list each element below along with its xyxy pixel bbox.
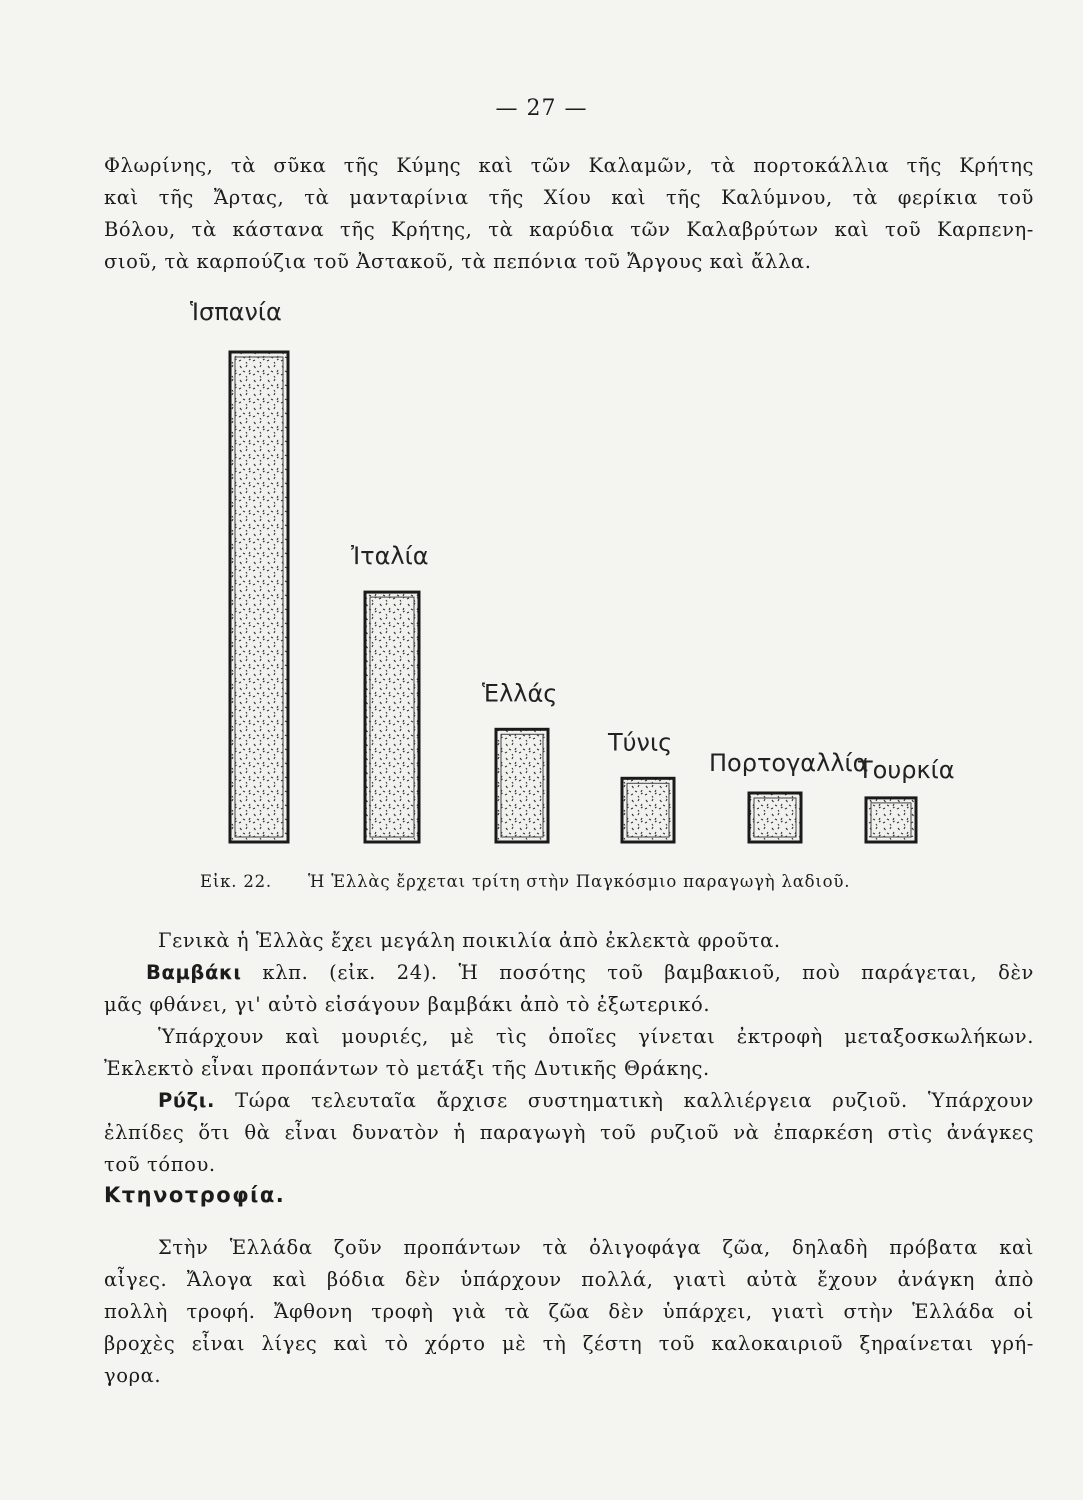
category-label: Ἰταλία: [351, 542, 429, 571]
category-label: Τύνις: [608, 728, 673, 757]
bar-inner-border: [627, 783, 669, 837]
silk-line: Ὑπάρχουν καὶ μουριές, μὲ τὶς ὁποῖες γίνεται ἐκτροφὴ μεταξοσκωλήκων.: [158, 1025, 1034, 1048]
cotton-paragraph: [104, 957, 1034, 1021]
rice-line: [104, 1085, 1034, 1117]
intro-paragraph: [104, 150, 1034, 278]
figure-caption: [200, 872, 980, 891]
category-label: Ἱσπανία: [190, 298, 282, 326]
category-label: Ἑλλάς: [482, 679, 558, 708]
figure-label: Εἰκ. 22.: [200, 872, 272, 891]
silk-paragraph: [104, 1021, 1034, 1085]
bar-inner-border: [370, 597, 414, 837]
bar-4: [622, 778, 674, 842]
intro-line: σιοῦ, τὰ καρπούζια τοῦ Ἀστακοῦ, τὰ πεπόνια τοῦ Ἄργους καὶ ἄλλα.: [104, 250, 812, 273]
category-label: Τουρκία: [858, 755, 955, 784]
bar-5: [749, 793, 801, 842]
page-number: — 27 —: [495, 96, 588, 121]
livestock-line: πολλὴ τροφή. Ἄφθονη τροφὴ γιὰ τὰ ζῶα δὲν ὑπάρχει, γιατὶ στὴν Ἑλλάδα οἱ: [104, 1300, 1034, 1323]
cotton-text: κλπ. (εἰκ. 24). Ἡ ποσότης τοῦ βαμβακιοῦ, ποὺ παράγεται, δὲν: [262, 961, 1034, 984]
rice-line: ἐλπίδες ὅτι θὰ εἶναι δυνατὸν ἡ παραγωγὴ τοῦ ρυζιοῦ νὰ ἐπαρκέση στὶς ἀνάγκες: [104, 1121, 1034, 1144]
intro-line: καὶ τῆς Ἄρτας, τὰ μανταρίνια τῆς Χίου καὶ τῆς Καλύμνου, τὰ φερίκια τοῦ: [104, 186, 1034, 209]
rice-paragraph: [104, 1085, 1034, 1181]
bar-2: [365, 592, 419, 842]
rice-line: τοῦ τόπου.: [104, 1153, 216, 1176]
livestock-line: Στὴν Ἑλλάδα ζοῦν προπάντων τὰ ὀλιγοφάγα ζῶα, δηλαδὴ πρόβατα καὶ: [158, 1236, 1034, 1259]
livestock-line: αἶγες. Ἄλογα καὶ βόδια δὲν ὑπάρχουν πολλά, γιατὶ αὐτὰ ἔχουν ἀνάγκη ἀπὸ: [104, 1268, 1034, 1291]
bar-inner-border: [501, 734, 543, 837]
category-label: Πορτογαλλία: [709, 749, 869, 777]
livestock-line: βροχὲς εἶναι λίγες καὶ τὸ χόρτο μὲ τὴ ζέστη τοῦ καλοκαιριοῦ ξηραίνεται γρή-: [104, 1332, 1034, 1355]
bar-1: [230, 352, 288, 842]
cotton-line: μᾶς φθάνει, γι' αὐτὸ εἰσάγουν βαμβάκι ἀπὸ τὸ ἐξωτερικό.: [104, 993, 711, 1016]
bar-inner-border: [871, 803, 911, 837]
silk-line: Ἐκλεκτὸ εἶναι προπάντων τὸ μετάξι τῆς Δυτικῆς Θράκης.: [104, 1057, 710, 1080]
fruits-line: Γενικὰ ἡ Ἑλλὰς ἔχει μεγάλη ποικιλία ἀπὸ ἐκλεκτὰ φροῦτα.: [158, 929, 781, 952]
intro-line: Βόλου, τὰ κάστανα τῆς Κρήτης, τὰ καρύδια τῶν Καλαβρύτων καὶ τοῦ Καρπενη-: [104, 218, 1034, 241]
livestock-line: γορα.: [104, 1364, 162, 1387]
fruits-paragraph: [104, 925, 1034, 957]
figure-caption-text: Ἡ Ἑλλὰς ἔρχεται τρίτη στὴν Παγκόσμιο παραγωγὴ λαδιοῦ.: [308, 872, 851, 891]
rice-term: Ρύζι.: [158, 1089, 215, 1112]
bar-inner-border: [235, 357, 283, 837]
bar-inner-border: [754, 798, 796, 837]
cotton-term: Βαμβάκι: [146, 961, 242, 984]
bar-3: [496, 729, 548, 842]
livestock-paragraph: [104, 1232, 1034, 1392]
rice-text: Τώρα τελευταῖα ἄρχισε συστηματικὴ καλλιέργεια ρυζιοῦ. Ὑπάρχουν: [235, 1089, 1034, 1112]
bar-6: [866, 798, 916, 842]
section-heading: Κτηνοτροφία.: [104, 1183, 286, 1207]
cotton-line: [104, 957, 1034, 989]
intro-line: Φλωρίνης, τὰ σῦκα τῆς Κύμης καὶ τῶν Καλαμῶν, τὰ πορτοκάλλια τῆς Κρήτης: [104, 154, 1034, 177]
